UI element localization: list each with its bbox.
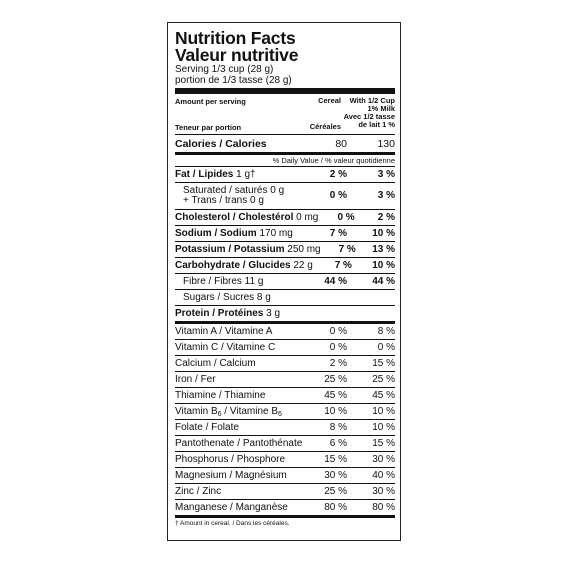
- fibre-cereal: 44 %: [324, 276, 347, 287]
- sodium-row: [175, 226, 395, 241]
- vitamin-a-row: [175, 324, 395, 339]
- magnesium-label: Magnesium / Magnésium: [175, 470, 287, 481]
- fat-milk: 3 %: [377, 169, 395, 180]
- manganese-milk: 80 %: [372, 502, 395, 513]
- thiamine-label: Thiamine / Thiamine: [175, 390, 266, 401]
- fat-label: Fat / Lipides: [175, 169, 234, 180]
- potassium-cereal: 7 %: [338, 244, 356, 255]
- with-milk-column-label: With 1/2 Cup 1% Milk: [349, 96, 395, 113]
- sodium-milk: 10 %: [372, 228, 395, 239]
- saturated-trans-row: [175, 183, 395, 209]
- phosphorus-cereal: 15 %: [324, 454, 347, 465]
- saturated-milk: 3 %: [377, 190, 395, 201]
- pantothenate-cereal: 6 %: [329, 438, 347, 449]
- vitamin-b6-label: [175, 406, 303, 418]
- cholesterol-cereal: 0 %: [337, 212, 355, 223]
- fibre-label: Fibre / Fibres 11 g: [183, 276, 264, 287]
- vitamin-c-milk: 0 %: [377, 342, 395, 353]
- cholesterol-amount: 0 mg: [296, 212, 319, 223]
- calcium-cereal: 2 %: [329, 358, 347, 369]
- thiamine-cereal: 45 %: [324, 390, 347, 401]
- saturated-label: Saturated / saturés 0 g: [183, 185, 285, 196]
- manganese-label: Manganese / Manganèse: [175, 502, 288, 513]
- carbohydrate-milk: 10 %: [372, 260, 395, 271]
- vitamin-c-row: [175, 340, 395, 355]
- fat-cereal: 2 %: [329, 169, 347, 180]
- sodium-amount: 170 mg: [259, 228, 293, 239]
- folate-cereal: 8 %: [329, 422, 347, 433]
- saturated-cereal: 0 %: [329, 190, 347, 201]
- folate-row: [175, 420, 395, 435]
- iron-cereal: 25 %: [324, 374, 347, 385]
- vitamin-a-cereal: 0 %: [329, 326, 347, 337]
- iron-label: Iron / Fer: [175, 374, 216, 385]
- phosphorus-milk: 30 %: [372, 454, 395, 465]
- fat-row: [175, 167, 395, 182]
- protein-amount: 3 g: [266, 308, 281, 319]
- vitamin-b-fr: / Vitamine B: [221, 405, 279, 417]
- carbohydrate-row: [175, 258, 395, 273]
- title-english: Nutrition Facts: [175, 28, 296, 48]
- phosphorus-label: Phosphorus / Phosphore: [175, 454, 286, 465]
- daily-value-header: % Daily Value / % valeur quotidienne: [272, 156, 395, 165]
- fat-amount: 1 g†: [236, 169, 256, 180]
- amount-per-serving-label: Amount per serving: [175, 97, 246, 106]
- pantothenate-row: [175, 436, 395, 451]
- calories-label: Calories / Calories: [175, 137, 267, 150]
- cholesterol-label: Cholesterol / Cholestérol: [175, 212, 294, 223]
- zinc-row: [175, 484, 395, 499]
- phosphorus-row: [175, 452, 395, 467]
- carbohydrate-amount: 22 g: [293, 260, 313, 271]
- iron-milk: 25 %: [372, 374, 395, 385]
- zinc-milk: 30 %: [372, 486, 395, 497]
- cholesterol-milk: 2 %: [377, 212, 395, 223]
- serving-size-english: Serving 1/3 cup (28 g): [175, 64, 274, 75]
- thiamine-milk: 45 %: [372, 390, 395, 401]
- zinc-cereal: 25 %: [324, 486, 347, 497]
- protein-label: Protein / Protéines: [175, 308, 264, 319]
- vitamin-c-cereal: 0 %: [329, 342, 347, 353]
- vitamin-c-label: Vitamin C / Vitamine C: [175, 342, 276, 353]
- sugars-label: Sugars / Sucres 8 g: [183, 292, 271, 303]
- vitamin-b6-row: [175, 404, 395, 419]
- b6-subscript: 6: [278, 410, 282, 418]
- cereales-column-label: Céréales: [309, 122, 341, 131]
- potassium-amount: 250 mg: [287, 244, 321, 255]
- vitamin-a-label: Vitamin A / Vitamine A: [175, 326, 273, 337]
- zinc-label: Zinc / Zinc: [175, 486, 222, 497]
- nutrition-facts-panel: [167, 22, 401, 541]
- carbohydrate-cereal: 7 %: [334, 260, 352, 271]
- calories-row: [175, 135, 395, 152]
- column-header: [175, 94, 395, 134]
- magnesium-milk: 40 %: [372, 470, 395, 481]
- vitamin-a-milk: 8 %: [377, 326, 395, 337]
- pantothenate-milk: 15 %: [372, 438, 395, 449]
- potassium-label: Potassium / Potassium: [175, 244, 285, 255]
- serving-size-french: portion de 1/3 tasse (28 g): [175, 75, 292, 86]
- footnote: † Amount in cereal. / Dans les céréales.: [175, 520, 290, 527]
- vitamin-b6-cereal: 10 %: [324, 406, 347, 417]
- avec-lait-column-label: Avec 1/2 tasse de lait 1 %: [343, 112, 395, 129]
- calcium-milk: 15 %: [372, 358, 395, 369]
- carbohydrate-label: Carbohydrate / Glucides: [175, 260, 291, 271]
- cereal-column-label: Cereal: [318, 96, 341, 105]
- iron-row: [175, 372, 395, 387]
- calories-cereal: 80: [335, 137, 347, 150]
- calcium-row: [175, 356, 395, 371]
- teneur-par-portion-label: Teneur par portion: [175, 123, 242, 132]
- cholesterol-row: [175, 210, 395, 225]
- potassium-row: [175, 242, 395, 257]
- manganese-cereal: 80 %: [324, 502, 347, 513]
- pantothenate-label: Pantothenate / Pantothénate: [175, 438, 303, 449]
- thiamine-row: [175, 388, 395, 403]
- fibre-row: [175, 274, 395, 289]
- manganese-row: [175, 500, 395, 515]
- folate-label: Folate / Folate: [175, 422, 239, 433]
- sodium-label: Sodium / Sodium: [175, 228, 257, 239]
- b6-subscript: 6: [217, 410, 222, 418]
- vitamin-b-en: Vitamin B: [175, 405, 218, 417]
- trans-label: + Trans / trans 0 g: [183, 195, 264, 206]
- potassium-milk: 13 %: [372, 244, 395, 255]
- title-french: Valeur nutritive: [175, 45, 299, 65]
- folate-milk: 10 %: [372, 422, 395, 433]
- sodium-cereal: 7 %: [329, 228, 347, 239]
- sugars-row: [175, 290, 395, 305]
- vitamin-b6-milk: 10 %: [372, 406, 395, 417]
- fibre-milk: 44 %: [372, 276, 395, 287]
- calcium-label: Calcium / Calcium: [175, 358, 256, 369]
- calories-milk: 130: [377, 137, 395, 150]
- magnesium-cereal: 30 %: [324, 470, 347, 481]
- protein-row: [175, 306, 395, 321]
- magnesium-row: [175, 468, 395, 483]
